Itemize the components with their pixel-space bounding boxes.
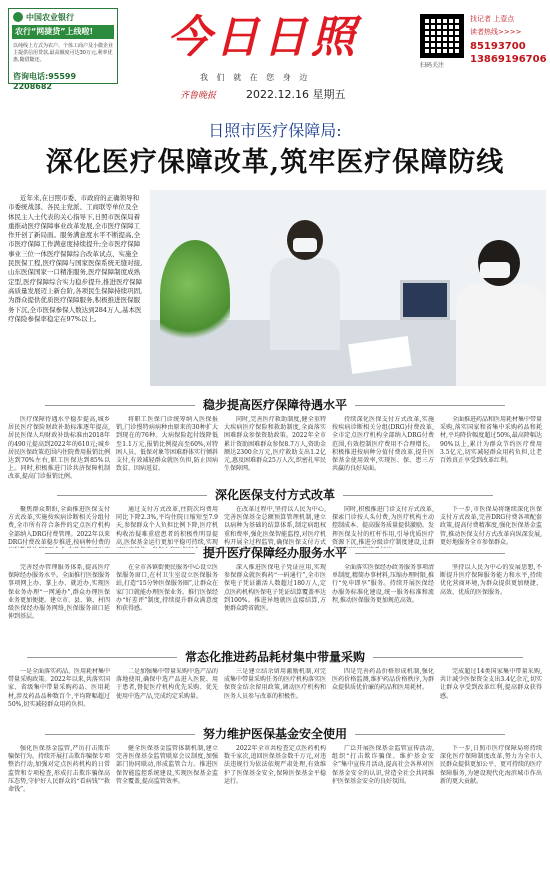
section-title: 常态化推进药品耗材集中带量采购 — [8, 648, 542, 665]
section-column: 医疗保障待遇水平稳步提高,城乡居民医疗保险财政补助标准逐年提高,居民医保人均财政补助标准由2018年的490元提高到2022年的610元;城乡居民医保政策范围内住院费用报销比例达到70%左右,职工医保达到85%以上。同时,积极推进门诊共济保障机制改革,提高门诊报销比例。 — [8, 416, 110, 481]
section-title: 提升医疗保障经办服务水平 — [8, 544, 542, 561]
section-title: 努力维护医保基金安全使用 — [8, 725, 542, 742]
slogan: 我 们 就 在 您 身 边 — [200, 73, 311, 82]
section-column: 强化医保基金监管,严厉打击欺诈骗保行为。持续开展打击欺诈骗保专项整治行动,加强对定点医药机构的日常监管和专项检查,形成打击欺诈骗保高压态势,守护好人民群众的“看病钱”“救命钱”。 — [8, 745, 110, 794]
hotline-phone-2: 13869196706 — [470, 54, 547, 65]
newspaper-title: 今日日照 — [167, 12, 359, 63]
section-column: 将职工医保门诊统筹纳入医保报销,门诊慢特病病种由原来的30种扩大到现在的76种。大病保险起付线降低至1.1万元,报销比例提高至60%,对特困人员、低保对象等困难群体实行倾斜支付,有效减轻群众就医负担,防止因病致贫、因病返贫。 — [116, 416, 218, 473]
ad-hotline-label: 咨询电话: — [13, 72, 49, 81]
section-title: 稳步提高医疗保障待遇水平 — [8, 396, 542, 413]
section-column: 二是加强集中带量采购中选产品的落地使用,确保中选产品进入医院、用于患者,督促医疗机构优先采购、优先使用中选产品,完成约定采购量。 — [116, 668, 218, 700]
section-column: 持续深化医保支付方式改革,实施按疾病诊断相关分组(DRG)付费改革,全市定点医疗机构全部纳入DRG付费范围,有效控制医疗费用不合理增长。积极推进按病种分值付费改革,提升医保基金使用效率,实现医、保、患三方共赢的良好局面。 — [332, 416, 434, 473]
plant-icon — [160, 240, 230, 350]
section-title: 深化医保支付方式改革 — [8, 486, 542, 503]
masthead-banner — [0, 0, 550, 110]
bank-advertisement[interactable] — [8, 8, 118, 91]
section-column: 在全市各镇街便民服务中心设立医保服务窗口,在村卫生室设立医保服务站,打造“15分钟医保服务圈”,让群众在家门口就能办理医保业务。推行医保经办“好差评”制度,持续提升群众满意度和获得感。 — [116, 564, 218, 613]
hotline-tagline: 找记者 上壹点 — [470, 15, 515, 23]
photo-staff-member — [265, 220, 345, 350]
ad-hotline-number: 95599 2208682 — [13, 72, 77, 91]
qr-code-icon[interactable] — [420, 14, 464, 58]
news-photo — [150, 190, 546, 386]
photo-citizen — [450, 240, 546, 386]
bank-logo-icon — [13, 12, 23, 22]
ad-hotline — [13, 71, 117, 91]
section-column: 完成超过14类国家集中带量采购,共计减少医保资金支出3.4亿余元,切实让群众享受到改革红利,提高群众获得感。 — [440, 668, 542, 700]
paper-name: 齐鲁晚报 — [180, 91, 217, 101]
section-column: 健全医保基金监管体制机制,建立完善医保基金监管联席会议制度,加强部门协同联动,形成监管合力。推进医保智能监控系统建设,实现医保基金监管全覆盖,提高监管效率。 — [116, 745, 218, 785]
article-kicker: 日照市医疗保障局: — [208, 121, 342, 140]
reader-hotline — [470, 14, 547, 84]
article-headline: 深化医疗保障改革,筑牢医疗保障防线 — [45, 147, 505, 178]
ad-bank-name: 中国农业银行 — [26, 12, 74, 22]
section-column: 在改革过程中,坚持以人民为中心,完善医保基金总额预算管理机制,建立以病种为基础的结算体系,制定病组权重和费率,强化医保智能监控,对医疗机构开展全过程监管,确保医保支付方式 — [224, 506, 326, 546]
section-column: 下一步,日照市医疗保障局将持续深化医疗保障制度改革,努力为全市人民群众提供更加公平、更可持续的医疗保障服务,为建设现代化海滨城市作出新的更大贡献。 — [440, 745, 542, 785]
section-column: 通过支付方式改革,住院次均费用同比下降2.3%,平均住院日缩短至7.9天,参保群众个人负担比例下降,医疗机构收治疑难重症患者的积极性明显提高,医保基金运行更加平稳可持续,实现 — [116, 506, 218, 546]
article-lead: 近年来,在日照市委、市政府的正确领导和市委统战部、各民主党派、工商联等单位及全体民主人士代表的关心指导下,日照市医保局着重推动医疗保障事业改革发展,全市医疗保障工作开创了新局面。服务满意度水平不断提高,全市医疗保障工作满意度持续提升;全市医疗保障事业三位一体医疗保障综合改革试点、实施全民医保工程,医疗保障与国家医保系统无缝对接,山东医保国家一口精准服务,医疗保障制度成熟定型,医疗保障综合实力稳步提升,推进医疗保障高质量发展迈上新台阶,各项民生保障持续巩固,为群众提供优质医疗保障服务,积极推进医保服务下沉,全市医保参保人数达到284万人,基本医疗保险参保率稳定在97%以上。 — [8, 194, 143, 323]
section-column: 同时,积极推进门诊支付方式改革,探索门诊按人头付费,为医疗机构主动控制成本、提高服务质量提供激励。发挥医保支付的杠杆作用,引导优质医疗资源下沉,推进分级诊疗制度建设,让群 — [332, 506, 434, 546]
section-column: 同时,完善医疗救助制度,健全重特大疾病医疗保险和救助制度,全面落实困难群众参保资助政策。2022年全市累计资助困难群众参保8.7万人,资助金额达2300余万元,医疗救助支出1.2亿元,惠及困难群众25万人次,织密扎牢民生保障网。 — [224, 416, 326, 473]
section-column: 三是建立结余留用激励机制,对完成集中带量采购任务的医疗机构落实医保资金结余留用政策,调动医疗机构和医务人员参与改革的积极性。 — [224, 668, 326, 700]
hotline-label: 读者热线>>>> — [470, 28, 522, 36]
section-column: 2022年全市共检查定点医药机构数千家次,追回医保基金数千万元,对违法违规行为依法依规严肃处理,有效维护了医保基金安全,保障医保基金平稳运行。 — [224, 745, 326, 785]
section-column: 完善经办管理服务体系,提高医疗保障经办服务水平。全面推行医保服务事项网上办、掌上办、就近办,实现医保业务办理“一网通办”,群众办理医保业务更加便捷。建立市、县、镇、村四级医保经办服务网络,医保服务窗口延伸到基层。 — [8, 564, 110, 620]
hotline-phone-1: 85193700 — [470, 41, 526, 52]
qr-label: 扫码关注 — [420, 62, 445, 69]
section-column: 全面推进药品和医用耗材集中带量采购,落实国家和省集中采购药品和耗材,平均降价幅度超过50%,最高降幅达90%以上,累计为群众节约医疗费用3.5亿元,切实减轻群众用药负担,让老百姓真正享受到改革红利。 — [440, 416, 542, 465]
section-column: 深入推进医保电子凭证应用,实现参保群众就医购药“一码通行”,全市医保电子凭证激活人数超过180万人,定点医药机构医保电子凭证结算覆盖率达到100%。推进异地就医直接结算,方便群众跨省就医。 — [224, 564, 326, 613]
ad-headline: 农行“网捷贷”上线啦! — [12, 25, 114, 39]
section-column: 全面落实医保经办政务服务事项清单制度,精简办事材料,压缩办理时限,推行“免申即享”服务。持续开展医保经办服务标准化建设,统一服务标准和流程,推动医保服务更加规范高效。 — [332, 564, 434, 604]
ad-description: 以纯线上方式为农户、个体工商户及小微企业主提供信用贷款,最高额度可达30万元,利率优惠,随借随还。 — [13, 43, 114, 63]
section-column: 下一步,市医保局将继续深化医保支付方式改革,完善DRG付费各项配套政策,提高付费精准度,强化医保基金监管,推动医保支付方式改革向纵深发展,更好地服务全市参保群众。 — [440, 506, 542, 546]
section-column: 一是全面落实药品、医用耗材集中带量采购政策。2022年以来,共落实国家、省级集中带量采购药品、医用耗材,涉及药品品种数百个,平均降幅超过50%,切实减轻群众用药负担。 — [8, 668, 110, 708]
computer-monitor-icon — [400, 280, 450, 320]
section-column: 聚焦群众期盼,全面推进医保支付方式改革,实施按疾病诊断相关分组付费,全市所有符合条件的定点医疗机构全部纳入DRG付费管理。2022年以来DRG付费改革稳步推进,按病种付费的 — [8, 506, 110, 546]
section-column: 广泛开展医保基金监管宣传活动,组织“打击欺诈骗保、维护基金安全”集中宣传月活动,提高社会各界对医保基金安全的认识,营造全社会共同维护医保基金安全的良好氛围。 — [332, 745, 434, 785]
section-column: 四是完善药品价格形成机制,强化医药价格监测,维护药品价格秩序,为群众提供质优价廉的药品和医用耗材。 — [332, 668, 434, 692]
issue-date: 2022.12.16 星期五 — [246, 88, 346, 101]
section-column: 坚持以人民为中心的发展思想,不断提升医疗保障服务能力和水平,持续优化营商环境,为群众提供更加便捷、高效、优质的医保服务。 — [440, 564, 542, 596]
